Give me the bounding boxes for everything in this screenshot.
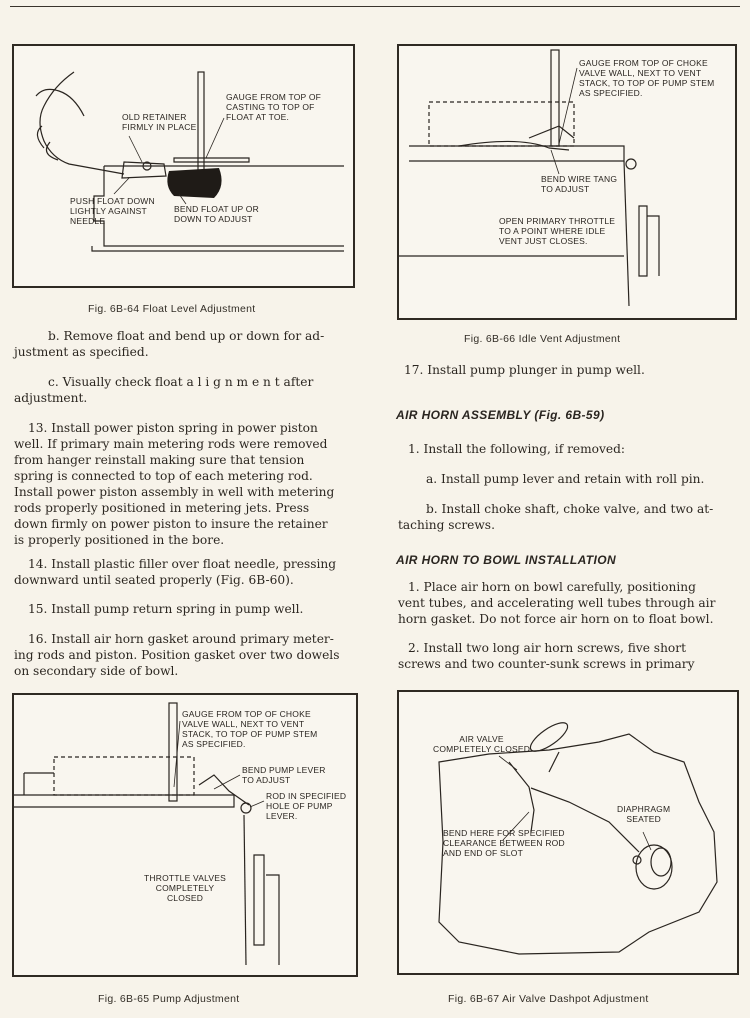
top-rule xyxy=(10,6,740,7)
callout-rod-hole: ROD IN SPECIFIED HOLE OF PUMP LEVER. xyxy=(266,791,347,821)
para-remove-float: b. Remove float and bend up or down for ad- justment as specified. xyxy=(14,329,325,359)
caption-fig-6b-67: Fig. 6B-67 Air Valve Dashpot Adjustment xyxy=(448,993,649,1005)
callout-bend-here: BEND HERE FOR SPECIFIED CLEARANCE BETWEEN ROD AND END OF SLOT xyxy=(443,828,565,858)
callout-bend-pump-lever: BEND PUMP LEVER TO ADJUST xyxy=(242,765,326,785)
para-install-screws: 2. Install two long air horn screws, five short screws and two counter-sunk screws in primary xyxy=(398,641,695,671)
figure-pump-adjustment xyxy=(12,693,358,977)
heading-air-horn-to-bowl: AIR HORN TO BOWL INSTALLATION xyxy=(396,553,617,567)
callout-gauge-choke-wall-pump: GAUGE FROM TOP OF CHOKE VALVE WALL, NEXT TO VENT STACK, TO TOP OF PUMP STEM AS SPECIFIED. xyxy=(182,709,318,749)
para-install-choke-shaft: b. Install choke shaft, choke valve, and two at- taching screws. xyxy=(398,502,714,532)
para-step-17: 17. Install pump plunger in pump well. xyxy=(404,363,645,377)
callout-gauge-casting: GAUGE FROM TOP OF CASTING TO TOP OF FLOAT AT TOE. xyxy=(226,92,322,122)
callout-hold-retainer: OLD RETAINER FIRMLY IN PLACE xyxy=(122,112,197,132)
para-step-13: 13. Install power piston spring in power piston well. If primary main metering rods were removed from hanger reinstall making sure that tension spring is connected to top of each metering rod. Install power piston assembly in well with metering rods properly positioned in metering jets. Press down firmly on power piston to insure the retainer is properly positioned in the bore. xyxy=(14,421,335,547)
callout-throttle-valves: THROTTLE VALVES COMPLETELY CLOSED xyxy=(144,873,227,903)
callout-diaphragm-seated: DIAPHRAGM SEATED xyxy=(617,804,671,824)
para-place-air-horn: 1. Place air horn on bowl carefully, positioning vent tubes, and accelerating well tubes through air horn gasket. Do not force air horn on to float bowl. xyxy=(398,580,716,626)
callout-bend-float: BEND FLOAT UP OR DOWN TO ADJUST xyxy=(174,204,259,224)
float-level-illustration xyxy=(14,46,353,286)
figure-air-valve-dashpot xyxy=(397,690,739,975)
callout-open-primary-throttle: OPEN PRIMARY THROTTLE TO A POINT WHERE IDLE VENT JUST CLOSES. xyxy=(499,216,616,246)
caption-fig-6b-64: Fig. 6B-64 Float Level Adjustment xyxy=(88,303,256,315)
figure-idle-vent xyxy=(397,44,737,320)
callout-gauge-choke-wall: GAUGE FROM TOP OF CHOKE VALVE WALL, NEXT TO VENT STACK, TO TOP OF PUMP STEM AS SPECIFIED. xyxy=(579,58,715,98)
para-step-14: 14. Install plastic filler over float needle, pressing downward until seated properly (Fig. 6B-60). xyxy=(14,557,337,587)
callout-push-float: PUSH FLOAT DOWN LIGHTLY AGAINST NEEDLE xyxy=(70,196,155,226)
para-install-following: 1. Install the following, if removed: xyxy=(408,442,626,456)
caption-fig-6b-66: Fig. 6B-66 Idle Vent Adjustment xyxy=(464,333,621,345)
caption-fig-6b-65: Fig. 6B-65 Pump Adjustment xyxy=(98,993,240,1005)
para-float-alignment: c. Visually check float a l i g n m e n t after adjustment. xyxy=(14,375,314,405)
para-step-16: 16. Install air horn gasket around primary meter- ing rods and piston. Position gasket over two dowels on secondary side of bowl. xyxy=(14,632,340,678)
callout-air-valve-closed: AIR VALVE COMPLETELY CLOSED xyxy=(433,734,531,754)
figure-float-level xyxy=(12,44,355,288)
callout-bend-wire-tang: BEND WIRE TANG TO ADJUST xyxy=(541,174,618,194)
heading-air-horn-assembly: AIR HORN ASSEMBLY (Fig. 6B-59) xyxy=(396,408,605,422)
para-install-pump-lever: a. Install pump lever and retain with roll pin. xyxy=(426,472,705,486)
float-shape xyxy=(167,168,221,198)
para-step-15: 15. Install pump return spring in pump well. xyxy=(28,602,304,616)
